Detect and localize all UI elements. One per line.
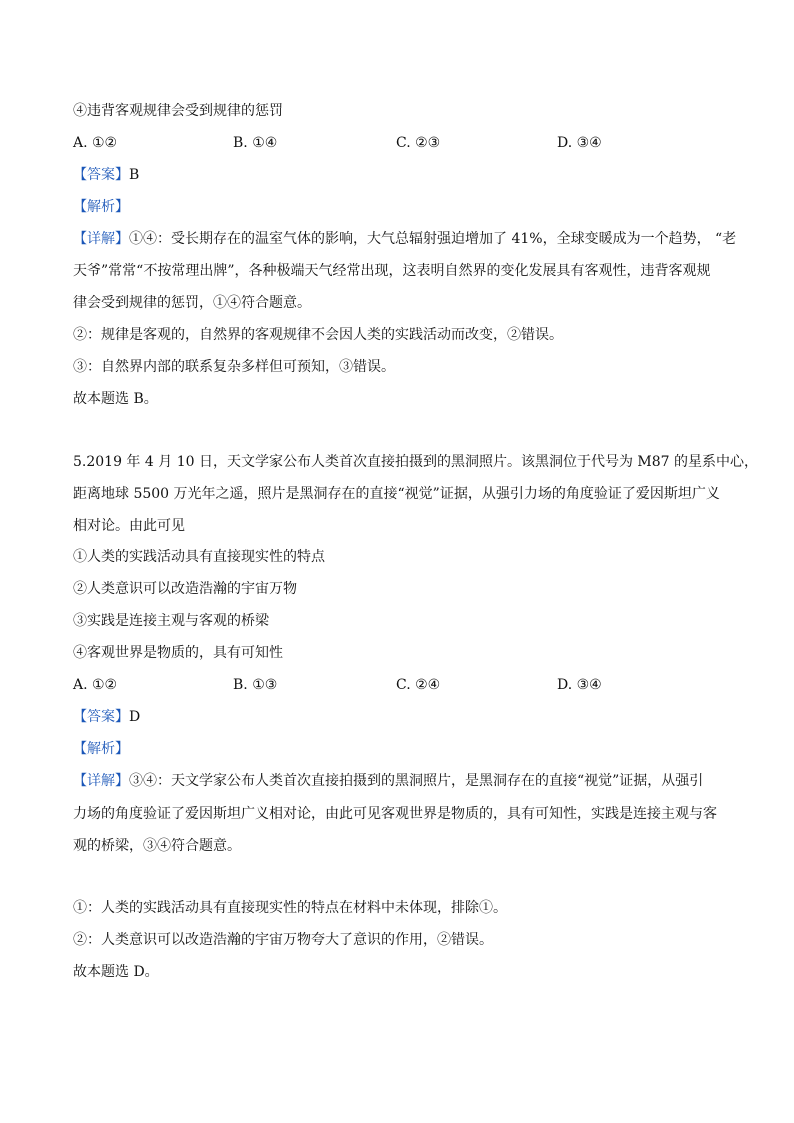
- answer-tag: 【答案】: [73, 167, 129, 183]
- q5-statement-2: ②人类意识可以改造浩瀚的宇宙万物: [73, 581, 297, 597]
- q4-wrong-3: ③：自然界内部的联系复杂多样但可预知，③错误。: [73, 359, 395, 375]
- q5-stem-line-1: 5.2019 年 4 月 10 日，天文学家公布人类首次直接拍摄到的黑洞照片。该黑洞位于代号为 M87 的星系中心，: [73, 454, 759, 470]
- q5-analysis-tag: 【解析】: [73, 741, 129, 757]
- q5-stem-line-3: 相对论。由此可见: [73, 518, 185, 534]
- q5-detail-line-3: 观的桥梁，③④符合题意。: [73, 838, 241, 854]
- detail-tag: 【详解】: [73, 231, 129, 247]
- q5-wrong-2: ②：人类意识可以改造浩瀚的宇宙万物夸大了意识的作用，②错误。: [73, 932, 493, 948]
- q4-option-a: A. ①②: [73, 135, 118, 151]
- q5-option-a: A. ①②: [73, 677, 118, 693]
- detail-tag: 【详解】: [73, 773, 129, 789]
- q4-answer: [73, 165, 139, 185]
- q5-wrong-1: ①：人类的实践活动具有直接现实性的特点在材料中未体现，排除①。: [73, 900, 507, 916]
- q5-statement-1: ①人类的实践活动具有直接现实性的特点: [73, 549, 325, 565]
- q4-detail-line-3: 律会受到规律的惩罚，①④符合题意。: [73, 295, 311, 311]
- answer-value: D: [129, 709, 141, 725]
- q4-option-b: B. ①④: [233, 135, 278, 151]
- detail-text: ③④：天文学家公布人类首次直接拍摄到的黑洞照片，是黑洞存在的直接“视觉”证据，从强引: [129, 773, 704, 789]
- q5-statement-3: ③实践是连接主观与客观的桥梁: [73, 613, 269, 629]
- detail-text: ①④：受长期存在的温室气体的影响，大气总辐射强迫增加了 41%，全球变暖成为一个趋势， “老: [129, 231, 737, 247]
- q5-detail-line-2: 力场的角度验证了爱因斯坦广义相对论，由此可见客观世界是物质的，具有可知性，实践是连接主观与客: [73, 806, 717, 822]
- q4-statement-4: ④违背客观规律会受到规律的惩罚: [73, 103, 283, 119]
- q4-detail-line-2: 天爷”常常“不按常理出牌”，各种极端天气经常出现，这表明自然界的变化发展具有客观性，违背客观规: [73, 263, 711, 279]
- answer-value: B: [129, 167, 140, 183]
- q5-detail-line-1: [73, 771, 703, 791]
- q5-option-c: C. ②④: [396, 677, 441, 693]
- q4-option-d: D. ③④: [557, 135, 602, 151]
- q5-answer: [73, 707, 140, 727]
- q5-option-b: B. ①③: [233, 677, 278, 693]
- q5-conclusion: 故本题选 D。: [73, 964, 159, 980]
- q5-option-d: D. ③④: [557, 677, 602, 693]
- q5-stem-line-2: 距离地球 5500 万光年之遥，照片是黑洞存在的直接“视觉”证据，从强引力场的角度验证了爱因斯坦广义: [73, 486, 720, 502]
- q4-detail-line-1: [73, 229, 736, 249]
- q4-wrong-2: ②：规律是客观的，自然界的客观规律不会因人类的实践活动而改变，②错误。: [73, 327, 563, 343]
- answer-tag: 【答案】: [73, 709, 129, 725]
- q4-conclusion: 故本题选 B。: [73, 391, 158, 407]
- q4-analysis-tag: 【解析】: [73, 199, 129, 215]
- q4-option-c: C. ②③: [396, 135, 441, 151]
- q5-statement-4: ④客观世界是物质的，具有可知性: [73, 645, 283, 661]
